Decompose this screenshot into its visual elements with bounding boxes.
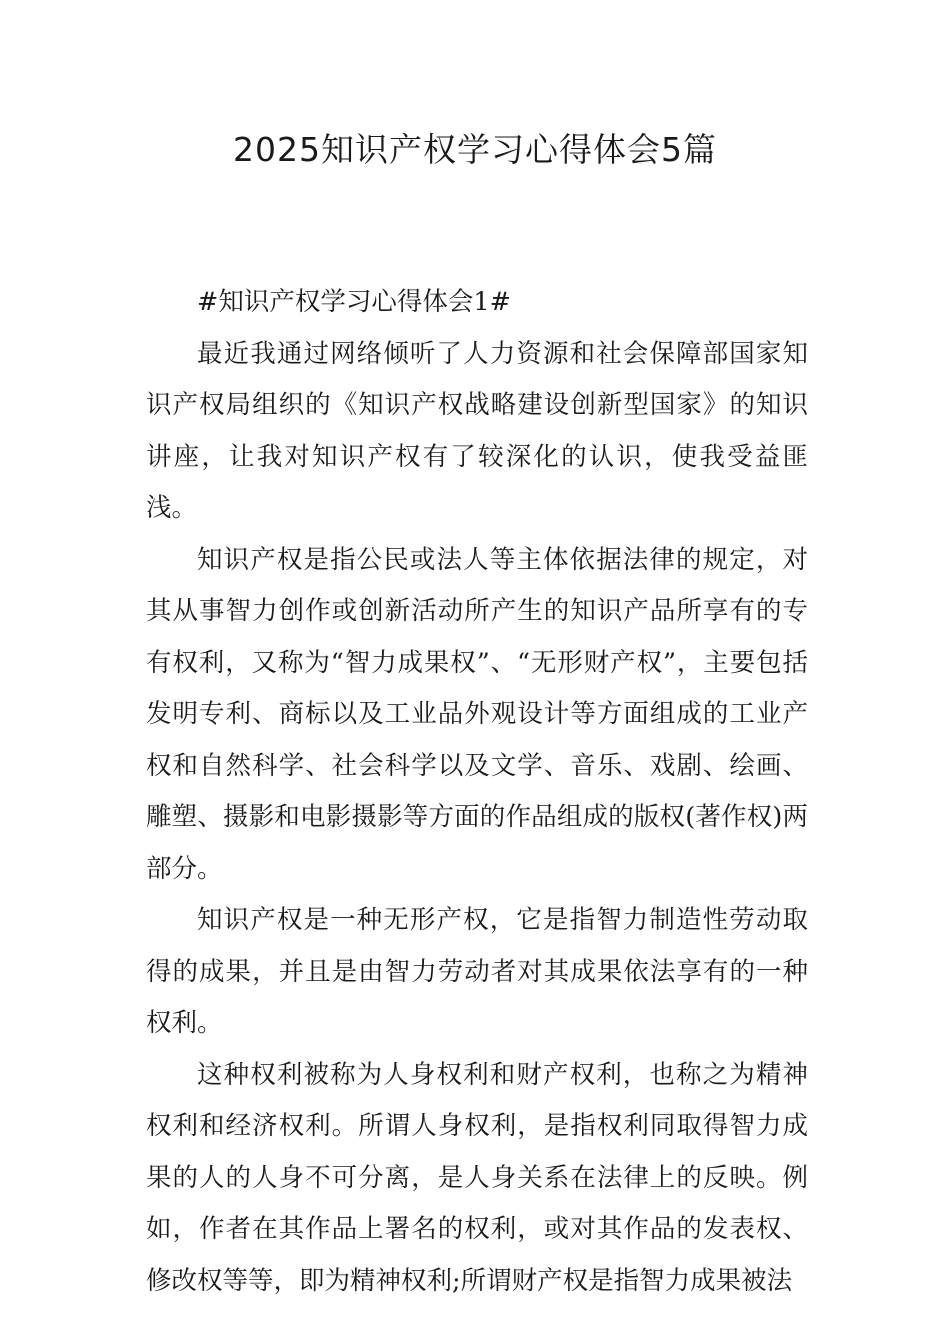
document-title: 2025知识产权学习心得体会5篇 <box>233 130 717 169</box>
section-heading: #知识产权学习心得体会1# <box>197 287 511 317</box>
paragraph: 最近我通过网络倾听了人力资源和社会保障部国家知识产权局组织的《知识产权战略建设创新型国家》的知识讲座，让我对知识产权有了较深化的认识，使我受益匪浅。 <box>146 338 808 523</box>
paragraph: 这种权利被称为人身权利和财产权利，也称之为精神权利和经济权利。所谓人身权利，是指权利同取得智力成果的人的人身不可分离，是人身关系在法律上的反映。例如，作者在其作品上署名的权利，或对其作品的发表权、修改权等等，即为精神权利;所谓财产权是指智力成果被法 <box>146 1059 808 1296</box>
paragraph: 知识产权是指公民或法人等主体依据法律的规定，对其从事智力创作或创新活动所产生的知识产品所享有的专有权利，又称为“智力成果权”、“无形财产权”，主要包括发明专利、商标以及工业品外观设计等方面组成的工业产权和自然科学、社会科学以及文学、音乐、戏剧、绘画、雕塑、摄影和电影摄影等方面的作品组成的版权(著作权)两部分。 <box>146 544 808 884</box>
paragraph: 知识产权是一种无形产权，它是指智力制造性劳动取得的成果，并且是由智力劳动者对其成果依法享有的一种权利。 <box>146 905 808 1038</box>
document-body <box>146 277 808 1307</box>
